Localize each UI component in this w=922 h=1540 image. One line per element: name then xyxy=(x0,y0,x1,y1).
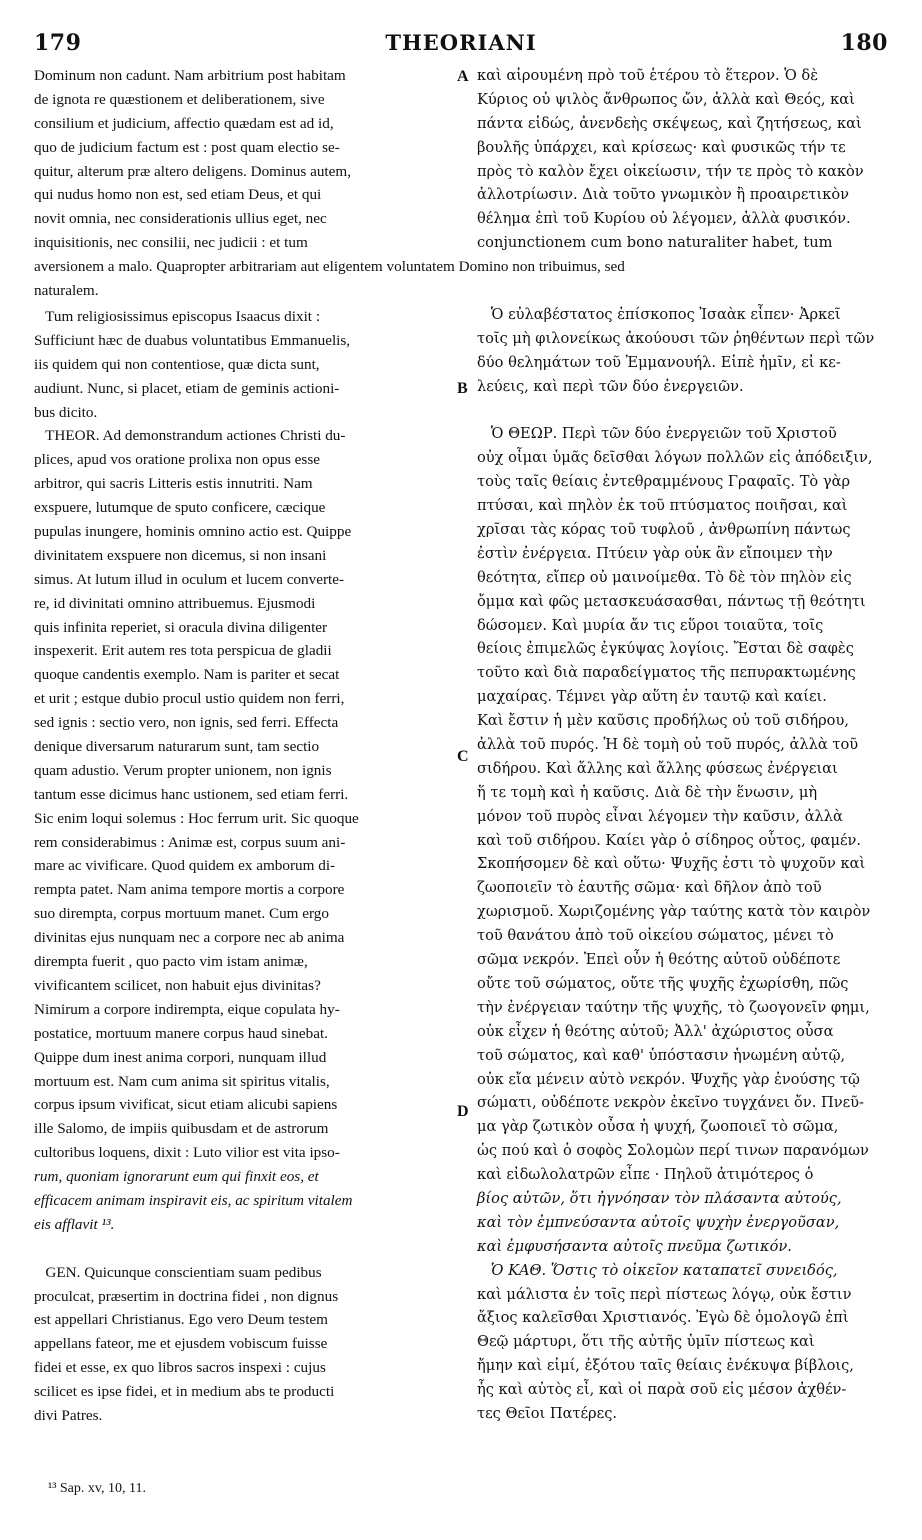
greek-line: οὐκ εἶχεν ἡ θεότης αὐτοῦ; Ἀλλ' ἀχώριστος οὖσα xyxy=(477,1022,834,1040)
greek-line: θέλημα ἐπὶ τοῦ Κυρίου οὐ λέγομεν, ἀλλὰ φυσικόν. xyxy=(477,210,851,228)
latin-line: efficacem animam inspiravit eis, ac spiritum vitalem xyxy=(34,1191,353,1209)
greek-line: θείοις ἐπιμελῶς ἐγκύψας λογίοις. Ἔσται δὲ σαφὲς xyxy=(477,640,854,658)
latin-line: divi Patres. xyxy=(34,1406,103,1424)
page-number-left: 179 xyxy=(34,30,82,56)
page-number-right: 180 xyxy=(840,30,888,56)
greek-line: δώσομεν. Καὶ μυρία ἄν τις εὕροι τοιαῦτα, τοῖς xyxy=(477,616,824,634)
latin-line: proculcat, præsertim in doctrina fidei , non dignus xyxy=(34,1287,339,1305)
latin-line: consilium et judicium, affectio quædam est ad id, xyxy=(34,114,334,132)
latin-line: appellans fateor, me et ejusdem vobiscum fuisse xyxy=(34,1335,328,1353)
greek-line: Ὁ ΘΕΩΡ. Περὶ τῶν δύο ἐνεργειῶν τοῦ Χριστοῦ xyxy=(477,425,837,443)
latin-line: scilicet es ipse fidei, et in medium abs te producti xyxy=(34,1383,335,1401)
latin-line: et urit ; estque dubio procul ustio quidem non ferri, xyxy=(34,690,345,708)
greek-line: Θεῷ μάρτυρι, ὅτι τῆς αὐτῆς ὑμῖν πίστεως καὶ xyxy=(477,1333,815,1351)
margin-letter-d: D xyxy=(457,1103,469,1120)
greek-line xyxy=(477,399,897,423)
greek-line: πτύσαι, καὶ πηλὸν ἐκ τοῦ πτύσματος ποιῆσαι, καὶ xyxy=(477,497,848,515)
latin-line: quis infinita reperiet, si oracula divina diligenter xyxy=(34,618,328,636)
greek-line: τοῦ θανάτου ἀπὸ τοῦ οἰκείου σώματος, μένει τὸ xyxy=(477,927,834,945)
latin-line: de ignota re quæstionem et deliberationem, sive xyxy=(34,90,325,108)
latin-line: Nimirum a corpore indirempta, eique copulata hy- xyxy=(34,1000,340,1018)
latin-line: simus. At lutum illud in oculum et lucem converte- xyxy=(34,570,345,588)
greek-line: χρῖσαι τὰς κόρας τοῦ τυφλοῦ , ἀνθρωπίνη πάντως xyxy=(477,521,851,539)
greek-line: ἄξιος καλεῖσθαι Χριστιανός. Ἐγὼ δὲ ὁμολογῶ ἐπὶ xyxy=(477,1309,849,1327)
latin-line: Dominum non cadunt. Nam arbitrium post habitam xyxy=(34,67,346,84)
greek-line: Καὶ ἔστιν ἡ μὲν καῦσις προδήλως οὐ τοῦ σιδήρου, xyxy=(477,712,849,730)
greek-line: τοῦτο καὶ διὰ παραδείγματος τῆς πεπυρακτωμένης xyxy=(477,664,856,682)
greek-line: ζωοποιεῖν τὸ ἑαυτῆς σῶμα· καὶ δῆλον ἀπὸ τοῦ xyxy=(477,879,822,897)
greek-line: καὶ τοῦ σιδήρου. Καίει γὰρ ὁ σίδηρος οὗτος, φαμέν. xyxy=(477,831,862,849)
latin-line: divinitas ejus nunquam nec a corpore nec ab anima xyxy=(34,929,345,947)
latin-line xyxy=(34,1237,454,1261)
greek-column-top xyxy=(477,64,897,255)
latin-line: pupulas inungere, hominis omnino actio est. Quippe xyxy=(34,523,352,541)
greek-line: Ὁ εὐλαβέστατος ἐπίσκοπος Ἰσαὰκ εἶπεν· Ἀρκεῖ xyxy=(477,306,841,323)
latin-line: sed ignis : sectio vero, non ignis, sed ferri. Effecta xyxy=(34,714,339,732)
greek-line: καὶ τὸν ἐμπνεύσαντα αὐτοῖς ψυχὴν ἐνεργοῦσαν, xyxy=(477,1213,840,1231)
greek-line: βίος αὐτῶν, ὅτι ἠγνόησαν τὸν πλάσαντα αὐτούς, xyxy=(477,1189,842,1207)
greek-line: λεύεις, καὶ περὶ τῶν δύο ἐνεργειῶν. xyxy=(477,377,744,395)
latin-line: denique diversarum naturarum sunt, tam sectio xyxy=(34,738,320,756)
greek-line: σῶμα νεκρόν. Ἐπεὶ οὖν ἡ θεότης αὐτοῦ οὐδέποτε xyxy=(477,951,841,969)
greek-line: ὄμμα καὶ φῶς μετασκευάσασθαι, πάντως τῇ θεότητι xyxy=(477,592,866,610)
latin-line: Sufficiunt hæc de duabus voluntatibus Emmanuelis, xyxy=(34,331,351,349)
margin-letter-a: A xyxy=(457,68,469,85)
greek-line: Σκοπήσομεν δὲ καὶ οὕτω· Ψυχῆς ἐστι τὸ ψυχοῦν καὶ xyxy=(477,855,866,873)
greek-line: ἐστὶν ἐνέργεια. Πτύειν γὰρ οὐκ ἂν εἴποιμεν τὴν xyxy=(477,544,833,562)
latin-line: bus dicito. xyxy=(34,403,98,421)
latin-line: cultoribus loquens, dixit : Luto vilior est vita ipso- xyxy=(34,1144,340,1162)
greek-line: σώματι, οὐδέποτε νεκρὸν ἐκεῖνο τυγχάνει ὄν. Πνεῦ- xyxy=(477,1094,864,1112)
latin-line: dirempta fuerit , quo pacto vim istam animæ, xyxy=(34,953,308,971)
latin-line: tantum esse dicimus hanc ustionem, sed etiam ferri. xyxy=(34,785,349,803)
greek-line: οὐχ οἶμαι ὑμᾶς δεῖσθαι λόγων πολλῶν εἰς ἀπόδειξιν, xyxy=(477,449,873,467)
latin-line: quitur, alterum præ altero deligens. Dominus autem, xyxy=(34,162,351,180)
latin-line: exspuere, lutumque de sputo conficere, cæcique xyxy=(34,499,326,517)
latin-line: GEN. Quicunque conscientiam suam pedibus xyxy=(34,1263,322,1281)
greek-line: Κύριος οὐ ψιλὸς ἄνθρωπος ὤν, ἀλλὰ καὶ Θεός, καὶ xyxy=(477,90,855,108)
greek-line: ἀλλὰ τοῦ πυρός. Ἡ δὲ τομὴ οὐ τοῦ πυρός, ἀλλὰ τοῦ xyxy=(477,736,859,754)
latin-line: postatice, mortuum manere corpus haud sinebat. xyxy=(34,1024,328,1042)
latin-line: ille Salomo, de impiis quibusdam et de astrorum xyxy=(34,1120,329,1138)
greek-line: ἤμην καὶ εἰμί, ἐξότου ταῖς θείαις ἐνέκυψα βίβλοις, xyxy=(477,1357,854,1375)
greek-line: ἥ τε τομὴ καὶ ἡ καῦσις. Διὰ δὲ τὴν ἕνωσιν, μὴ xyxy=(477,783,818,801)
latin-line: Quippe dum inest anima corpori, nunquam illud xyxy=(34,1048,327,1066)
latin-line: inspexerit. Erit autem res tota perspicua de gladii xyxy=(34,642,332,660)
greek-line: καὶ μάλιστα ἐν τοῖς περὶ πίστεως λόγῳ, οὐκ ἔστιν xyxy=(477,1285,852,1303)
latin-line: audiunt. Nunc, si placet, etiam de geminis actioni- xyxy=(34,379,340,397)
margin-letter-b: B xyxy=(457,380,468,397)
running-title: THEORIANI xyxy=(385,30,537,55)
greek-line: καὶ αἰρουμένη πρὸ τοῦ ἑτέρου τὸ ἕτερον. Ὁ δὲ xyxy=(477,67,819,84)
latin-column-main xyxy=(34,305,454,1428)
latin-line: rem considerabimus : Animæ est, corpus suum ani- xyxy=(34,833,346,851)
latin-line: arbitror, qui sacris Litteris estis innutriti. Nam xyxy=(34,475,313,493)
greek-line: τοὺς ταῖς θείαις ἐντεθραμμένους Γραφαῖς. Τὸ γὰρ xyxy=(477,473,851,491)
margin-letter-c: C xyxy=(457,748,469,765)
latin-line: rempta patet. Nam anima tempore mortis a corpore xyxy=(34,881,345,899)
greek-line: καὶ ἐμφυσήσαντα αὐτοῖς πνεῦμα ζωτικόν. xyxy=(477,1237,792,1255)
greek-line: conjunctionem cum bono naturaliter habet, tum xyxy=(477,234,833,252)
greek-line: τες Θεῖοι Πατέρες. xyxy=(477,1404,618,1422)
greek-line: τοῖς μὴ φιλονείκως ἀκούουσι τῶν ῥηθέντων περὶ τῶν xyxy=(477,329,875,347)
latin-line: Tum religiosissimus episcopus Isaacus dixit : xyxy=(34,308,321,325)
latin-line: corpus ipsum vivificat, sicut etiam alicubi sapiens xyxy=(34,1096,338,1114)
greek-line: τοῦ σώματος, καὶ καθ' ὑπόστασιν ἡνωμένη αὐτῷ, xyxy=(477,1046,846,1064)
greek-line: μα γὰρ ζωτικὸν οὖσα ἡ ψυχή, ζωοποιεῖ τὸ σῶμα, xyxy=(477,1118,839,1136)
greek-line: πρὸς τὸ καλὸν ἔχει οἰκείωσιν, τήν τε πρὸς τὸ κακὸν xyxy=(477,162,864,180)
latin-line: naturalem. xyxy=(34,281,99,299)
greek-line: καὶ εἰδωλολατρῶν εἶπε · Πηλοῦ ἀτιμότερος ὁ xyxy=(477,1166,814,1184)
latin-full-width xyxy=(34,255,625,303)
latin-line: est appellari Christianus. Ego vero Deum testem xyxy=(34,1311,328,1329)
greek-line: χωρισμοῦ. Χωριζομένης γὰρ ταύτης κατὰ τὸν καιρὸν xyxy=(477,903,871,921)
greek-line: σιδήρου. Καὶ ἄλλης καὶ ἄλλης φύσεως ἐνέργειαι xyxy=(477,759,838,777)
latin-line: eis afflavit ¹³. xyxy=(34,1215,115,1233)
latin-line: quo de judicium factum est : post quam electio se- xyxy=(34,138,340,156)
footnote: ¹³ Sap. xv, 10, 11. xyxy=(48,1481,146,1496)
latin-column-top xyxy=(34,64,454,255)
latin-line: Sic enim loqui solemus : Hoc ferrum urit. Sic quoque xyxy=(34,809,359,827)
latin-line: vivificantem scilicet, non habuit ejus divinitas? xyxy=(34,976,321,994)
greek-line: ὡς πού καὶ ὁ σοφὸς Σολομὼν περί τινων παρανόμων xyxy=(477,1142,869,1160)
latin-line: THEOR. Ad demonstrandum actiones Christi du- xyxy=(34,427,346,445)
greek-column-main xyxy=(477,303,897,1426)
latin-line: qui nudus homo non est, sed etiam Deus, et qui xyxy=(34,186,322,204)
greek-line: τὴν ἐνέργειαν ταύτην τῆς ψυχῆς, τὸ ζωογονεῖν φημι, xyxy=(477,998,870,1016)
latin-line: suo dirempta, corpus mortuum manet. Cum ergo xyxy=(34,905,329,923)
greek-line: μόνον τοῦ πυρὸς εἶναι λέγομεν τὴν καῦσιν, ἀλλὰ xyxy=(477,807,843,825)
latin-line: divinitatem exspuere non dicemus, si non insani xyxy=(34,546,327,564)
latin-line: mortuum est. Nam cum anima sit spiritus vitalis, xyxy=(34,1072,330,1090)
greek-line: βουλῆς ὑπάρχει, καὶ κρίσεως· καὶ φυσικῶς τήν τε xyxy=(477,138,846,156)
greek-line: πάντα εἰδώς, ἀνενδεὴς σκέψεως, καὶ ζητήσεως, καὶ xyxy=(477,114,862,132)
greek-line: ἀλλοτρίωσιν. Διὰ τοῦτο γνωμικὸν ἢ προαιρετικὸν xyxy=(477,186,849,204)
latin-line: re, id divinitati omnino attribuemus. Ejusmodi xyxy=(34,594,316,612)
greek-line: θεότητα, εἴπερ οὐ μαινοίμεθα. Τὸ δὲ τὸν πηλὸν εἰς xyxy=(477,568,852,586)
greek-line: ἧς καὶ αὐτὸς εἶ, καὶ οἱ παρὰ σοῦ εἰς μέσον ἀχθέν- xyxy=(477,1381,847,1399)
latin-line: mare ac vivificare. Quod quidem ex amborum di- xyxy=(34,857,336,875)
latin-line: fidei et esse, ex quo libros sacros inspexi : cujus xyxy=(34,1359,326,1377)
greek-line: δύο θελημάτων τοῦ Ἐμμανουήλ. Εἰπὲ ἡμῖν, εἰ κε- xyxy=(477,353,841,371)
latin-line: rum, quoniam ignorarunt eum qui finxit eos, et xyxy=(34,1168,319,1186)
latin-line: inquisitionis, nec consilii, nec judicii : et tum xyxy=(34,234,308,252)
latin-line: iis quidem qui non contentiose, quæ dicta sunt, xyxy=(34,355,320,373)
latin-line: quoque candentis exemplo. Nam is pariter et secat xyxy=(34,666,340,684)
latin-line: quam adustio. Verum propter unionem, non ignis xyxy=(34,761,332,779)
latin-line: plices, apud vos oratione prolixa non opus esse xyxy=(34,451,320,469)
latin-line: novit omnia, nec considerationis ullius eget, nec xyxy=(34,210,327,228)
greek-line: οὔτε τοῦ σώματος, οὔτε τῆς ψυχῆς ἐχωρίσθη, πῶς xyxy=(477,974,849,992)
greek-line: Ὁ ΚΑΘ. Ὅστις τὸ οἰκεῖον καταπατεῖ συνειδός, xyxy=(477,1261,838,1279)
greek-line: οὐκ εἴα μένειν αὐτὸ νεκρόν. Ψυχῆς γὰρ ἐνούσης τῷ xyxy=(477,1070,860,1088)
latin-line: aversionem a malo. Quapropter arbitrariam aut eligentem voluntatem Domino non tribuimus, sed xyxy=(34,258,625,275)
greek-line: μαχαίρας. Τέμνει γὰρ αὕτη ἐν ταυτῷ καὶ καίει. xyxy=(477,688,827,706)
